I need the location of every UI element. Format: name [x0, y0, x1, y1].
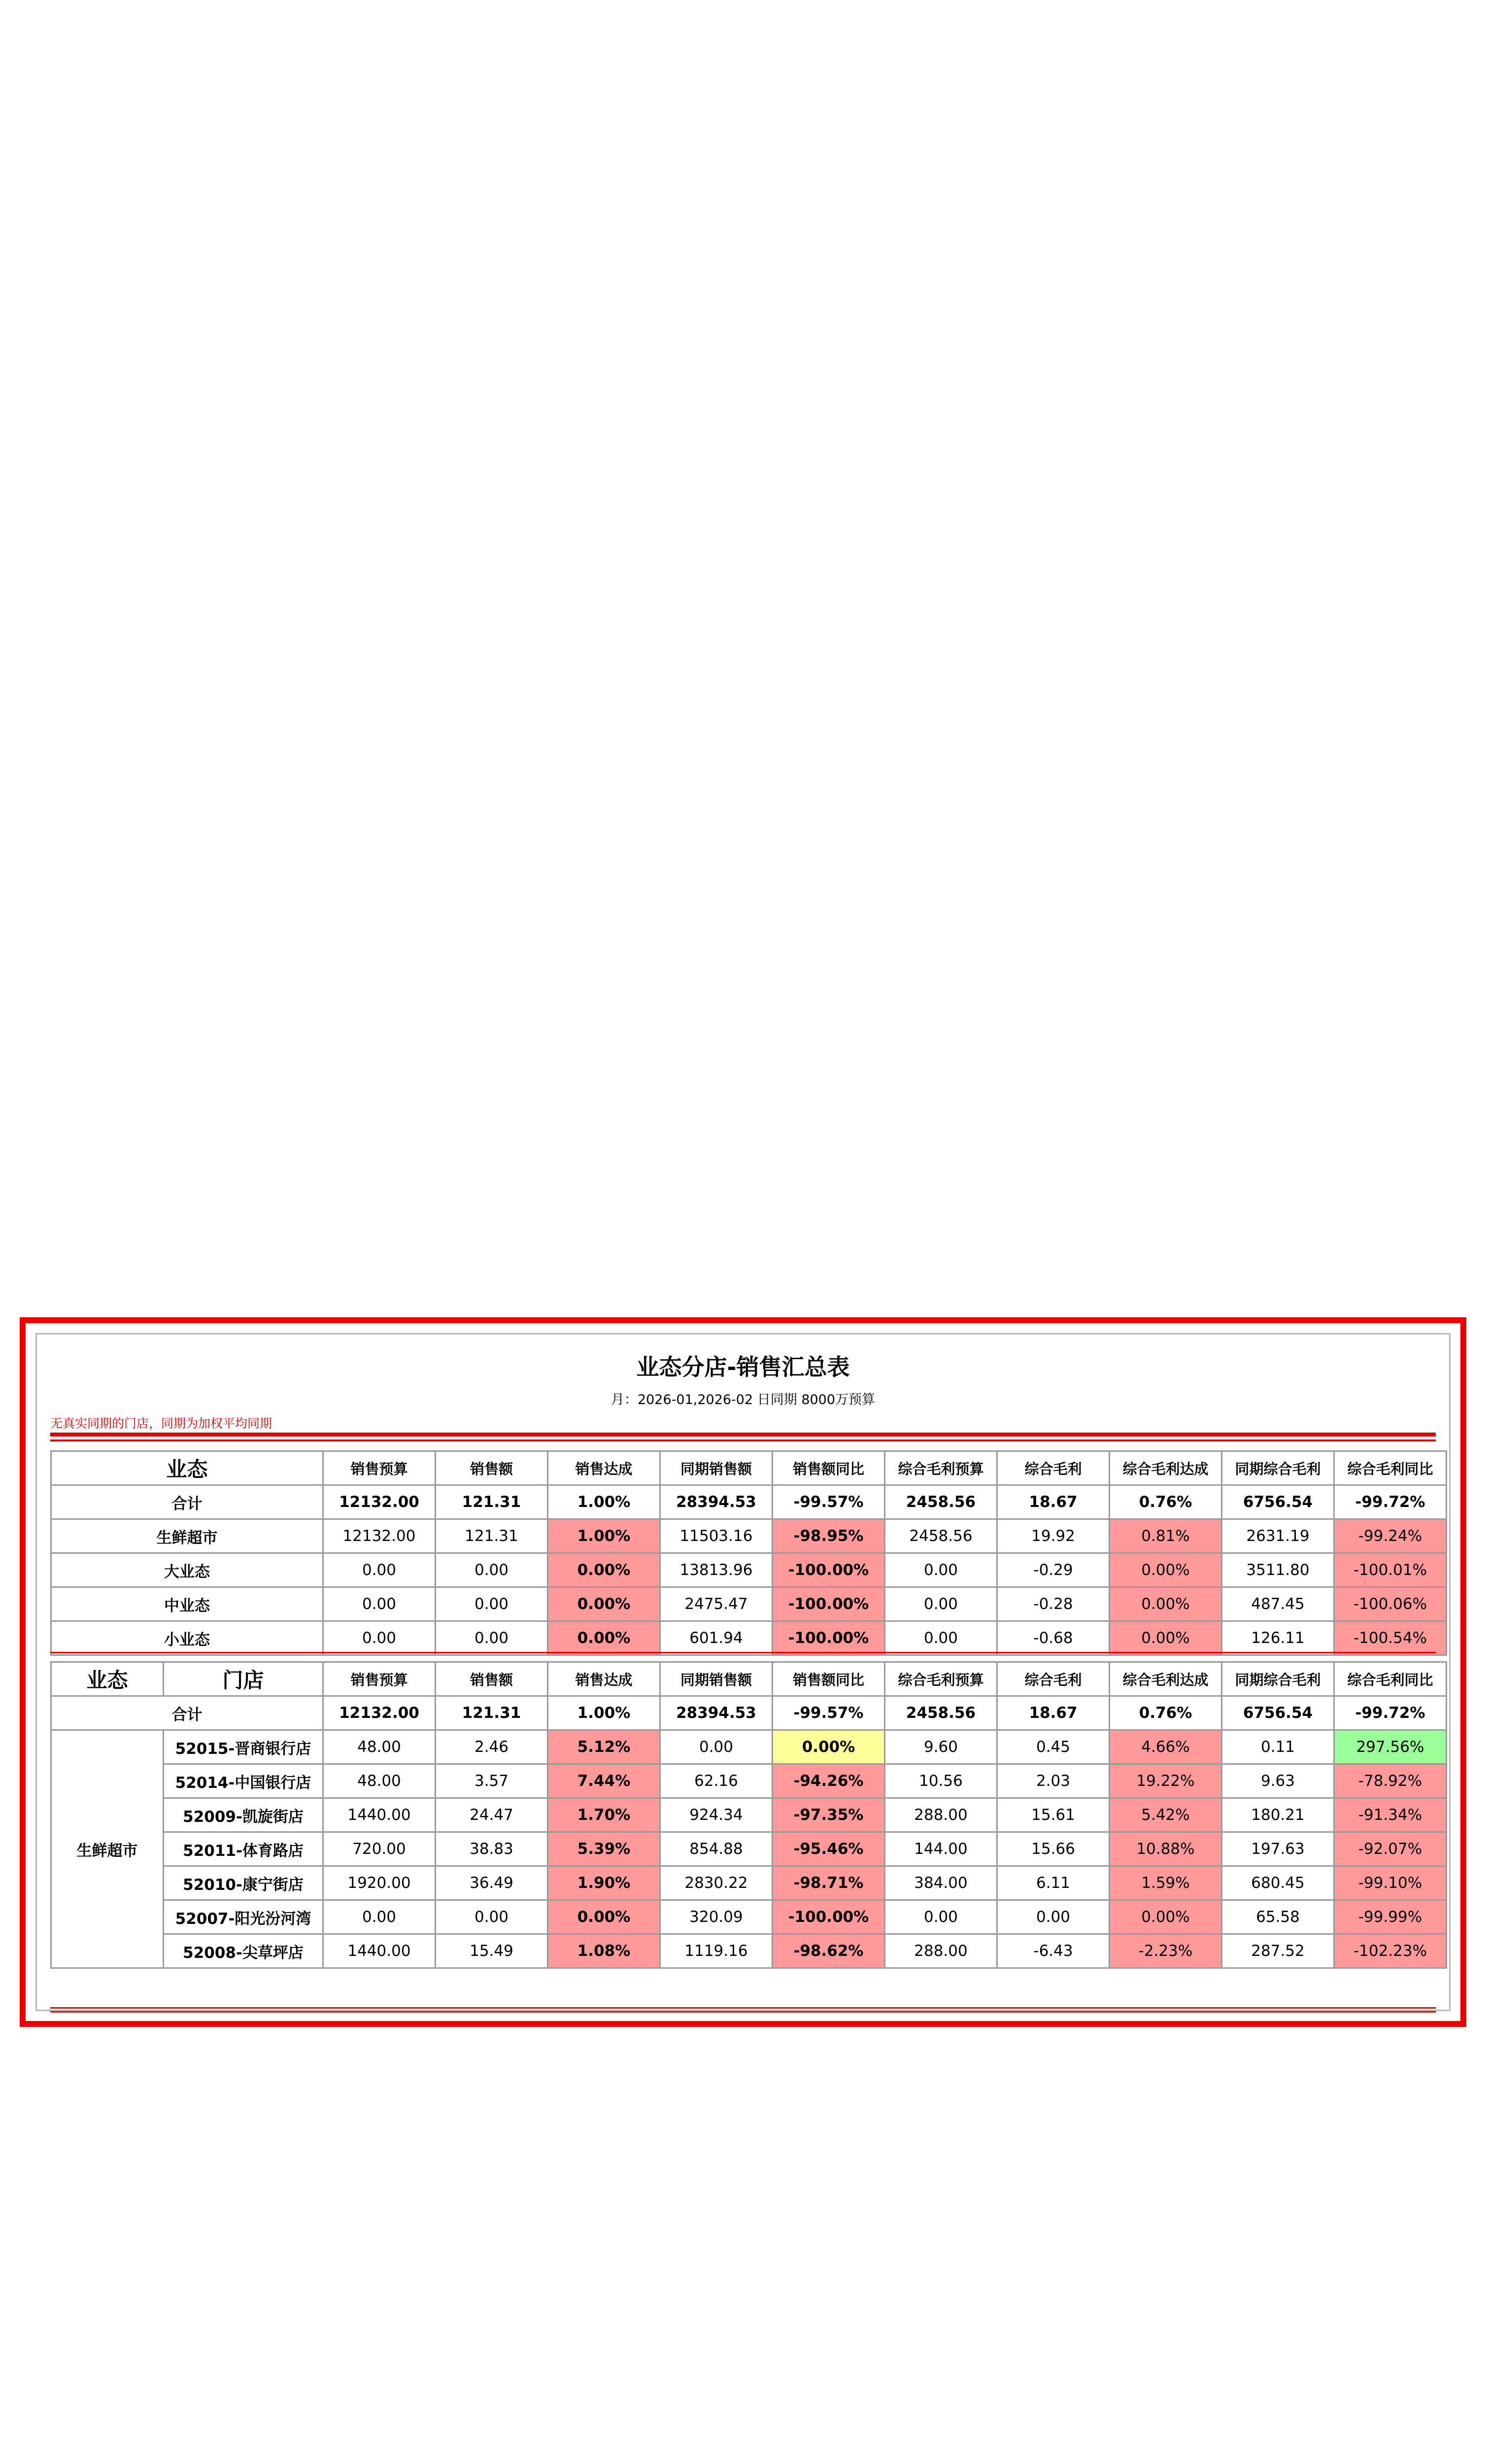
table-cell: 18.67	[997, 1485, 1110, 1519]
table-cell: 1440.00	[323, 1798, 436, 1832]
table-cell: -100.00%	[773, 1587, 885, 1621]
table-cell: 287.52	[1222, 1934, 1334, 1968]
table-cell: 3.57	[436, 1764, 548, 1798]
table-row	[51, 1553, 1447, 1587]
table-cell: -94.26%	[773, 1764, 885, 1798]
table-cell: 1.90%	[548, 1866, 660, 1900]
table-row	[51, 1587, 1447, 1621]
table-cell: 0.00%	[548, 1587, 660, 1621]
table-cell: 0.81%	[1110, 1519, 1222, 1553]
table-cell: 180.21	[1222, 1798, 1334, 1832]
store-name: 52009-凯旋街店	[164, 1798, 323, 1832]
table-cell: 4.66%	[1110, 1730, 1222, 1764]
report-subtitle: 月：2026-01,2026-02 日同期 8000万预算	[610, 1392, 876, 1407]
total-row	[51, 1485, 1447, 1519]
table-cell: -100.00%	[773, 1553, 885, 1587]
table-cell: -99.99%	[1334, 1900, 1447, 1934]
table-cell: 5.42%	[1110, 1798, 1222, 1832]
table-row	[51, 1519, 1447, 1553]
table-cell: -98.71%	[773, 1866, 885, 1900]
table-cell: 0.76%	[1110, 1485, 1222, 1519]
column-header: 销售预算	[323, 1662, 436, 1696]
row-label: 中业态	[51, 1587, 323, 1621]
table-cell: 12132.00	[323, 1519, 436, 1553]
store-summary-table	[50, 1661, 1447, 1969]
table-cell: 38.83	[436, 1832, 548, 1866]
table-cell: -100.00%	[773, 1621, 885, 1655]
store-name: 52014-中国银行店	[164, 1764, 323, 1798]
row-label: 合计	[51, 1696, 323, 1730]
table-cell: 0.45	[997, 1730, 1110, 1764]
report-inner-border	[35, 1333, 1451, 2011]
table-row	[51, 1764, 1447, 1798]
table-cell: 7.44%	[548, 1764, 660, 1798]
column-header-store: 门店	[164, 1662, 323, 1696]
red-divider-thin	[50, 1439, 1436, 1441]
column-header: 综合毛利	[997, 1662, 1110, 1696]
table-cell: 62.16	[660, 1764, 773, 1798]
table-cell: 0.00	[997, 1900, 1110, 1934]
table-cell: 601.94	[660, 1621, 773, 1655]
table-cell: 9.60	[885, 1730, 997, 1764]
table-cell: 18.67	[997, 1696, 1110, 1730]
column-header: 销售达成	[548, 1451, 660, 1485]
table-cell: 2631.19	[1222, 1519, 1334, 1553]
table-cell: 2.46	[436, 1730, 548, 1764]
table-cell: 121.31	[436, 1696, 548, 1730]
table-cell: 1.00%	[548, 1519, 660, 1553]
table-row	[51, 1832, 1447, 1866]
table-cell: 5.39%	[548, 1832, 660, 1866]
table-cell: -78.92%	[1334, 1764, 1447, 1798]
column-header: 综合毛利预算	[885, 1662, 997, 1696]
table-cell: 0.00%	[1110, 1900, 1222, 1934]
table-cell: 0.00%	[548, 1553, 660, 1587]
table-cell: -99.24%	[1334, 1519, 1447, 1553]
column-header: 销售额	[436, 1662, 548, 1696]
table-cell: 19.22%	[1110, 1764, 1222, 1798]
column-header: 综合毛利达成	[1110, 1451, 1222, 1485]
table-cell: 0.00	[436, 1621, 548, 1655]
table-cell: 28394.53	[660, 1485, 773, 1519]
bottom-divider	[50, 2007, 1436, 2009]
table-cell: 680.45	[1222, 1866, 1334, 1900]
table-cell: 0.00	[436, 1553, 548, 1587]
table-cell: 13813.96	[660, 1553, 773, 1587]
table-cell: 0.00	[436, 1900, 548, 1934]
table-cell: 0.00	[436, 1587, 548, 1621]
table-cell: -99.72%	[1334, 1485, 1447, 1519]
table-row	[51, 1934, 1447, 1968]
table-cell: 1.08%	[548, 1934, 660, 1968]
table-cell: 0.76%	[1110, 1696, 1222, 1730]
table-cell: 28394.53	[660, 1696, 773, 1730]
format-summary-table	[50, 1450, 1447, 1656]
table-cell: -100.01%	[1334, 1553, 1447, 1587]
table-cell: 1.00%	[548, 1696, 660, 1730]
table-cell: 2475.47	[660, 1587, 773, 1621]
group-label: 生鲜超市	[51, 1730, 164, 1968]
table-cell: -100.00%	[773, 1900, 885, 1934]
table-header-row	[51, 1451, 1447, 1485]
column-header: 销售额	[436, 1451, 548, 1485]
table-cell: 0.00%	[548, 1621, 660, 1655]
store-name: 52015-晋商银行店	[164, 1730, 323, 1764]
table-cell: -98.62%	[773, 1934, 885, 1968]
table-cell: 126.11	[1222, 1621, 1334, 1655]
report-note: 无真实同期的门店，同期为加权平均同期	[50, 1416, 272, 1431]
table-cell: 320.09	[660, 1900, 773, 1934]
table-cell: 2458.56	[885, 1519, 997, 1553]
column-header: 销售额同比	[773, 1451, 885, 1485]
column-header-format: 业态	[51, 1662, 164, 1696]
column-header: 同期销售额	[660, 1662, 773, 1696]
table-cell: -91.34%	[1334, 1798, 1447, 1832]
table-row	[51, 1621, 1447, 1655]
table-cell: 48.00	[323, 1730, 436, 1764]
table-cell: 121.31	[436, 1485, 548, 1519]
table-cell: 2458.56	[885, 1485, 997, 1519]
row-label: 大业态	[51, 1553, 323, 1587]
table-cell: 2.03	[997, 1764, 1110, 1798]
table-cell: 24.47	[436, 1798, 548, 1832]
table-cell: -92.07%	[1334, 1832, 1447, 1866]
table-cell: 6756.54	[1222, 1485, 1334, 1519]
table-cell: 12132.00	[323, 1696, 436, 1730]
table-cell: -100.06%	[1334, 1587, 1447, 1621]
table-cell: 6756.54	[1222, 1696, 1334, 1730]
column-header: 销售额同比	[773, 1662, 885, 1696]
table-cell: 1920.00	[323, 1866, 436, 1900]
total-row	[51, 1696, 1447, 1730]
red-divider	[50, 1433, 1436, 1437]
table-cell: 0.00	[323, 1553, 436, 1587]
table-cell: 1.00%	[548, 1485, 660, 1519]
table-cell: 15.49	[436, 1934, 548, 1968]
column-header: 综合毛利	[997, 1451, 1110, 1485]
store-name: 52010-康宁街店	[164, 1866, 323, 1900]
table-cell: 15.61	[997, 1798, 1110, 1832]
table-cell: 0.00%	[773, 1730, 885, 1764]
table-cell: -2.23%	[1110, 1934, 1222, 1968]
table-cell: 48.00	[323, 1764, 436, 1798]
table-cell: -95.46%	[773, 1832, 885, 1866]
table-cell: -6.43	[997, 1934, 1110, 1968]
column-header: 综合毛利同比	[1334, 1451, 1447, 1485]
table-cell: 2458.56	[885, 1696, 997, 1730]
table-cell: 197.63	[1222, 1832, 1334, 1866]
table-cell: 10.56	[885, 1764, 997, 1798]
table-cell: 0.11	[1222, 1730, 1334, 1764]
report-title: 业态分店-销售汇总表	[636, 1354, 850, 1380]
table-cell: 5.12%	[548, 1730, 660, 1764]
table-cell: 297.56%	[1334, 1730, 1447, 1764]
table-cell: 854.88	[660, 1832, 773, 1866]
table-cell: 10.88%	[1110, 1832, 1222, 1866]
column-header: 销售预算	[323, 1451, 436, 1485]
column-header-format: 业态	[51, 1451, 323, 1485]
column-header: 同期综合毛利	[1222, 1662, 1334, 1696]
table-cell: -99.10%	[1334, 1866, 1447, 1900]
table-cell: 0.00	[885, 1621, 997, 1655]
table-row	[51, 1866, 1447, 1900]
table-cell: 144.00	[885, 1832, 997, 1866]
column-header: 同期综合毛利	[1222, 1451, 1334, 1485]
table-cell: 2830.22	[660, 1866, 773, 1900]
table-row	[51, 1730, 1447, 1764]
table-cell: 384.00	[885, 1866, 997, 1900]
table-row	[51, 1798, 1447, 1832]
table-cell: 11503.16	[660, 1519, 773, 1553]
table-cell: 121.31	[436, 1519, 548, 1553]
table-cell: 0.00	[885, 1553, 997, 1587]
table-cell: -0.29	[997, 1553, 1110, 1587]
table-cell: 720.00	[323, 1832, 436, 1866]
column-header: 销售达成	[548, 1662, 660, 1696]
table-cell: 1.59%	[1110, 1866, 1222, 1900]
table-row	[51, 1900, 1447, 1934]
table-cell: 0.00	[323, 1900, 436, 1934]
table-cell: 0.00	[323, 1587, 436, 1621]
table-cell: 0.00	[885, 1587, 997, 1621]
table-cell: -97.35%	[773, 1798, 885, 1832]
store-name: 52011-体育路店	[164, 1832, 323, 1866]
table-cell: -100.54%	[1334, 1621, 1447, 1655]
table-header-row	[51, 1662, 1447, 1696]
table-cell: -102.23%	[1334, 1934, 1447, 1968]
table-cell: 1119.16	[660, 1934, 773, 1968]
table-cell: -0.28	[997, 1587, 1110, 1621]
row-label: 生鲜超市	[51, 1519, 323, 1553]
table-cell: 0.00	[885, 1900, 997, 1934]
table-cell: 1.70%	[548, 1798, 660, 1832]
table-cell: 487.45	[1222, 1587, 1334, 1621]
table-cell: 6.11	[997, 1866, 1110, 1900]
table-cell: -98.95%	[773, 1519, 885, 1553]
table-cell: 1440.00	[323, 1934, 436, 1968]
table-cell: 9.63	[1222, 1764, 1334, 1798]
table-cell: -99.57%	[773, 1696, 885, 1730]
table-cell: 36.49	[436, 1866, 548, 1900]
table-cell: 12132.00	[323, 1485, 436, 1519]
table-cell: 65.58	[1222, 1900, 1334, 1934]
table-cell: 3511.80	[1222, 1553, 1334, 1587]
store-name: 52007-阳光汾河湾	[164, 1900, 323, 1934]
table-cell: 15.66	[997, 1832, 1110, 1866]
table-cell: 0.00	[660, 1730, 773, 1764]
table-cell: -99.72%	[1334, 1696, 1447, 1730]
table-cell: 0.00%	[548, 1900, 660, 1934]
table-cell: 288.00	[885, 1798, 997, 1832]
store-name: 52008-尖草坪店	[164, 1934, 323, 1968]
column-header: 综合毛利同比	[1334, 1662, 1447, 1696]
report-frame	[20, 1317, 1466, 2027]
table-cell: 0.00%	[1110, 1621, 1222, 1655]
table-cell: 0.00%	[1110, 1587, 1222, 1621]
table-cell: -0.68	[997, 1621, 1110, 1655]
column-header: 同期销售额	[660, 1451, 773, 1485]
table-cell: 924.34	[660, 1798, 773, 1832]
row-label: 小业态	[51, 1621, 323, 1655]
table-cell: -99.57%	[773, 1485, 885, 1519]
section-divider	[50, 1652, 1436, 1653]
row-label: 合计	[51, 1485, 323, 1519]
table-cell: 0.00%	[1110, 1553, 1222, 1587]
column-header: 综合毛利达成	[1110, 1662, 1222, 1696]
bottom-divider-thin	[50, 2011, 1436, 2013]
table-cell: 0.00	[323, 1621, 436, 1655]
table-cell: 19.92	[997, 1519, 1110, 1553]
table-cell: 288.00	[885, 1934, 997, 1968]
column-header: 综合毛利预算	[885, 1451, 997, 1485]
